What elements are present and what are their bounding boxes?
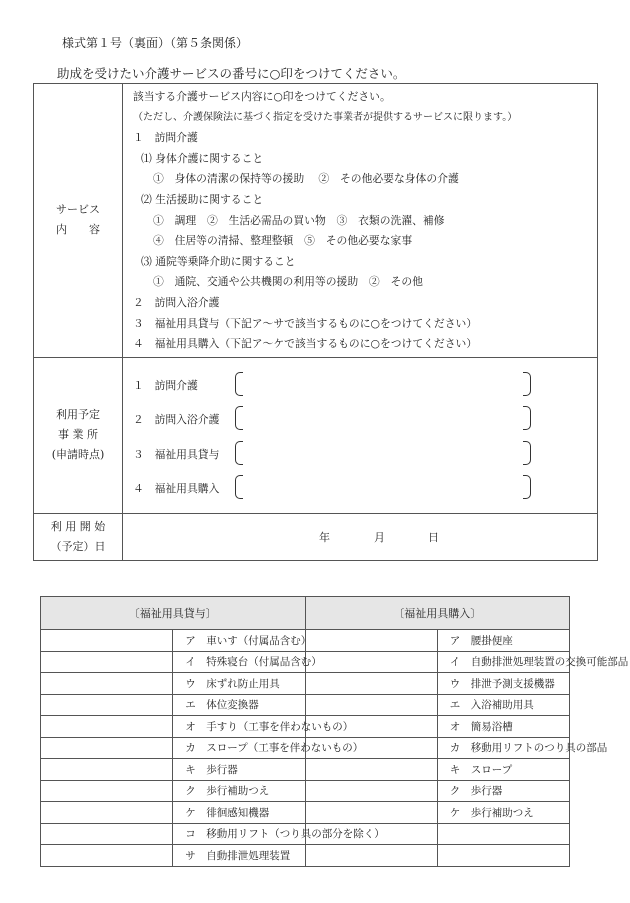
- purchase-item: ウ 排泄予測支援機器: [437, 673, 569, 695]
- rental-check-cell: [41, 845, 173, 867]
- rental-item: エ 体位変換器: [173, 694, 305, 716]
- service-line: ⑵ 生活援助に関すること: [141, 192, 264, 206]
- equipment-row: [41, 780, 570, 802]
- purchase-check-cell: [305, 802, 437, 824]
- rental-check-cell: [41, 737, 173, 759]
- purchase-item: [437, 823, 569, 845]
- year-label: 年: [319, 530, 330, 544]
- equipment-table: [40, 596, 629, 867]
- service-label-line: サービス: [56, 203, 100, 217]
- service-line: ① 調理 ② 生活必需品の買い物 ③ 衣類の洗濯、補修: [153, 213, 445, 227]
- office-entry: [123, 438, 597, 473]
- service-line: ４ 福祉用具購入（下記ア～ケで該当するものに○をつけてください）: [133, 337, 478, 351]
- start-label-line: （予定）日: [50, 539, 106, 553]
- rental-check-cell: [41, 694, 173, 716]
- service-label: [34, 84, 123, 358]
- office-entry: [123, 403, 597, 438]
- office-content: [123, 357, 598, 513]
- purchase-item: カ 移動用リフトのつり具の部品: [437, 737, 569, 759]
- right-bracket: [523, 475, 531, 499]
- start-date-label: [34, 513, 123, 560]
- equipment-row: [41, 759, 570, 781]
- application-table: [33, 83, 598, 561]
- start-date-field: [123, 513, 598, 560]
- office-label-line: 事 業 所: [58, 428, 98, 442]
- office-label-line: (申請時点): [51, 448, 105, 462]
- rental-check-cell: [41, 802, 173, 824]
- equipment-row: [41, 716, 570, 738]
- equipment-row: [41, 845, 570, 867]
- service-content: [123, 84, 598, 358]
- purchase-check-cell: [305, 780, 437, 802]
- purchase-item: エ 入浴補助用具: [437, 694, 569, 716]
- purchase-item: [437, 845, 569, 867]
- start-date-row: [34, 513, 598, 560]
- rental-item: コ 移動用リフト（つり具の部分を除く）: [173, 823, 305, 845]
- rental-item: カ スロープ（工事を伴わないもの）: [173, 737, 305, 759]
- service-line: （ただし、介護保険法に基づく指定を受けた事業者が提供するサービスに限ります。）: [133, 111, 518, 123]
- office-label: [34, 357, 123, 513]
- service-line: ３ 福祉用具貸与（下記ア～サで該当するものに○をつけてください）: [133, 316, 478, 330]
- rental-item: ケ 徘徊感知機器: [173, 802, 305, 824]
- equipment-row: [41, 673, 570, 695]
- purchase-header: 〔福祉用具購入〕: [305, 597, 570, 630]
- office-label-line: 利用予定: [56, 408, 100, 422]
- service-line: ① 身体の清潔の保持等の援助 ② その他必要な身体の介護: [153, 172, 459, 186]
- purchase-item: イ 自動排泄処理装置の交換可能部品: [437, 651, 569, 673]
- service-line: ２ 訪問入浴介護: [133, 295, 220, 309]
- purchase-item: ケ 歩行補助つえ: [437, 802, 569, 824]
- left-bracket: [235, 475, 243, 499]
- equipment-row: [41, 651, 570, 673]
- right-bracket: [523, 406, 531, 430]
- left-bracket: [235, 372, 243, 396]
- service-line: ⑶ 通院等乗降介助に関すること: [141, 254, 296, 268]
- purchase-item: ク 歩行器: [437, 780, 569, 802]
- left-bracket: [235, 441, 243, 465]
- service-row: [34, 84, 598, 358]
- purchase-item: キ スロープ: [437, 759, 569, 781]
- day-label: 日: [428, 530, 439, 544]
- rental-header: 〔福祉用具貸与〕: [41, 597, 306, 630]
- rental-item: サ 自動排泄処理装置: [173, 845, 305, 867]
- rental-item: オ 手すり（工事を伴わないもの）: [173, 716, 305, 738]
- office-entry: [123, 472, 597, 507]
- service-label-line: 内 容: [56, 223, 100, 237]
- equipment-row: [41, 823, 570, 845]
- rental-check-cell: [41, 823, 173, 845]
- rental-item: ウ 床ずれ防止用具: [173, 673, 305, 695]
- office-row: [34, 357, 598, 513]
- right-bracket: [523, 372, 531, 396]
- service-line: ⑴ 身体介護に関すること: [141, 151, 264, 165]
- form-number: 様式第１号（裏面）（第５条関係）: [62, 36, 249, 50]
- rental-check-cell: [41, 759, 173, 781]
- equipment-row: [41, 802, 570, 824]
- rental-check-cell: [41, 716, 173, 738]
- right-bracket: [523, 441, 531, 465]
- office-service-label: ３ 福祉用具貸与: [133, 447, 220, 461]
- rental-check-cell: [41, 673, 173, 695]
- equipment-row: [41, 630, 570, 652]
- equipment-row: [41, 737, 570, 759]
- equipment-row: [41, 694, 570, 716]
- service-line: 該当する介護サービス内容に○印をつけてください。: [133, 90, 391, 103]
- equipment-header-row: [41, 597, 570, 630]
- rental-item: ク 歩行補助つえ: [173, 780, 305, 802]
- rental-check-cell: [41, 780, 173, 802]
- purchase-item: オ 簡易浴槽: [437, 716, 569, 738]
- rental-check-cell: [41, 630, 173, 652]
- purchase-check-cell: [305, 630, 437, 652]
- rental-check-cell: [41, 651, 173, 673]
- purchase-check-cell: [305, 673, 437, 695]
- purchase-check-cell: [305, 694, 437, 716]
- rental-item: ア 車いす（付属品含む）: [173, 630, 305, 652]
- purchase-check-cell: [305, 759, 437, 781]
- rental-item: キ 歩行器: [173, 759, 305, 781]
- left-bracket: [235, 406, 243, 430]
- start-label-line: 利 用 開 始: [50, 519, 106, 533]
- service-line: １ 訪問介護: [133, 131, 198, 145]
- office-service-label: ４ 福祉用具購入: [133, 482, 220, 496]
- service-line: ④ 住居等の清掃、整理整頓 ⑤ その他必要な家事: [153, 234, 413, 248]
- office-service-label: １ 訪問介護: [133, 378, 198, 392]
- purchase-item: ア 腰掛便座: [437, 630, 569, 652]
- instruction-text: 助成を受けたい介護サービスの番号に○印をつけてください。: [57, 66, 406, 81]
- rental-item: イ 特殊寝台（付属品含む）: [173, 651, 305, 673]
- office-entry: [123, 369, 597, 404]
- service-line: ① 通院、交通や公共機関の利用等の援助 ② その他: [153, 275, 423, 289]
- purchase-check-cell: [305, 845, 437, 867]
- purchase-check-cell: [305, 651, 437, 673]
- office-service-label: ２ 訪問入浴介護: [133, 413, 220, 427]
- month-label: 月: [374, 530, 385, 544]
